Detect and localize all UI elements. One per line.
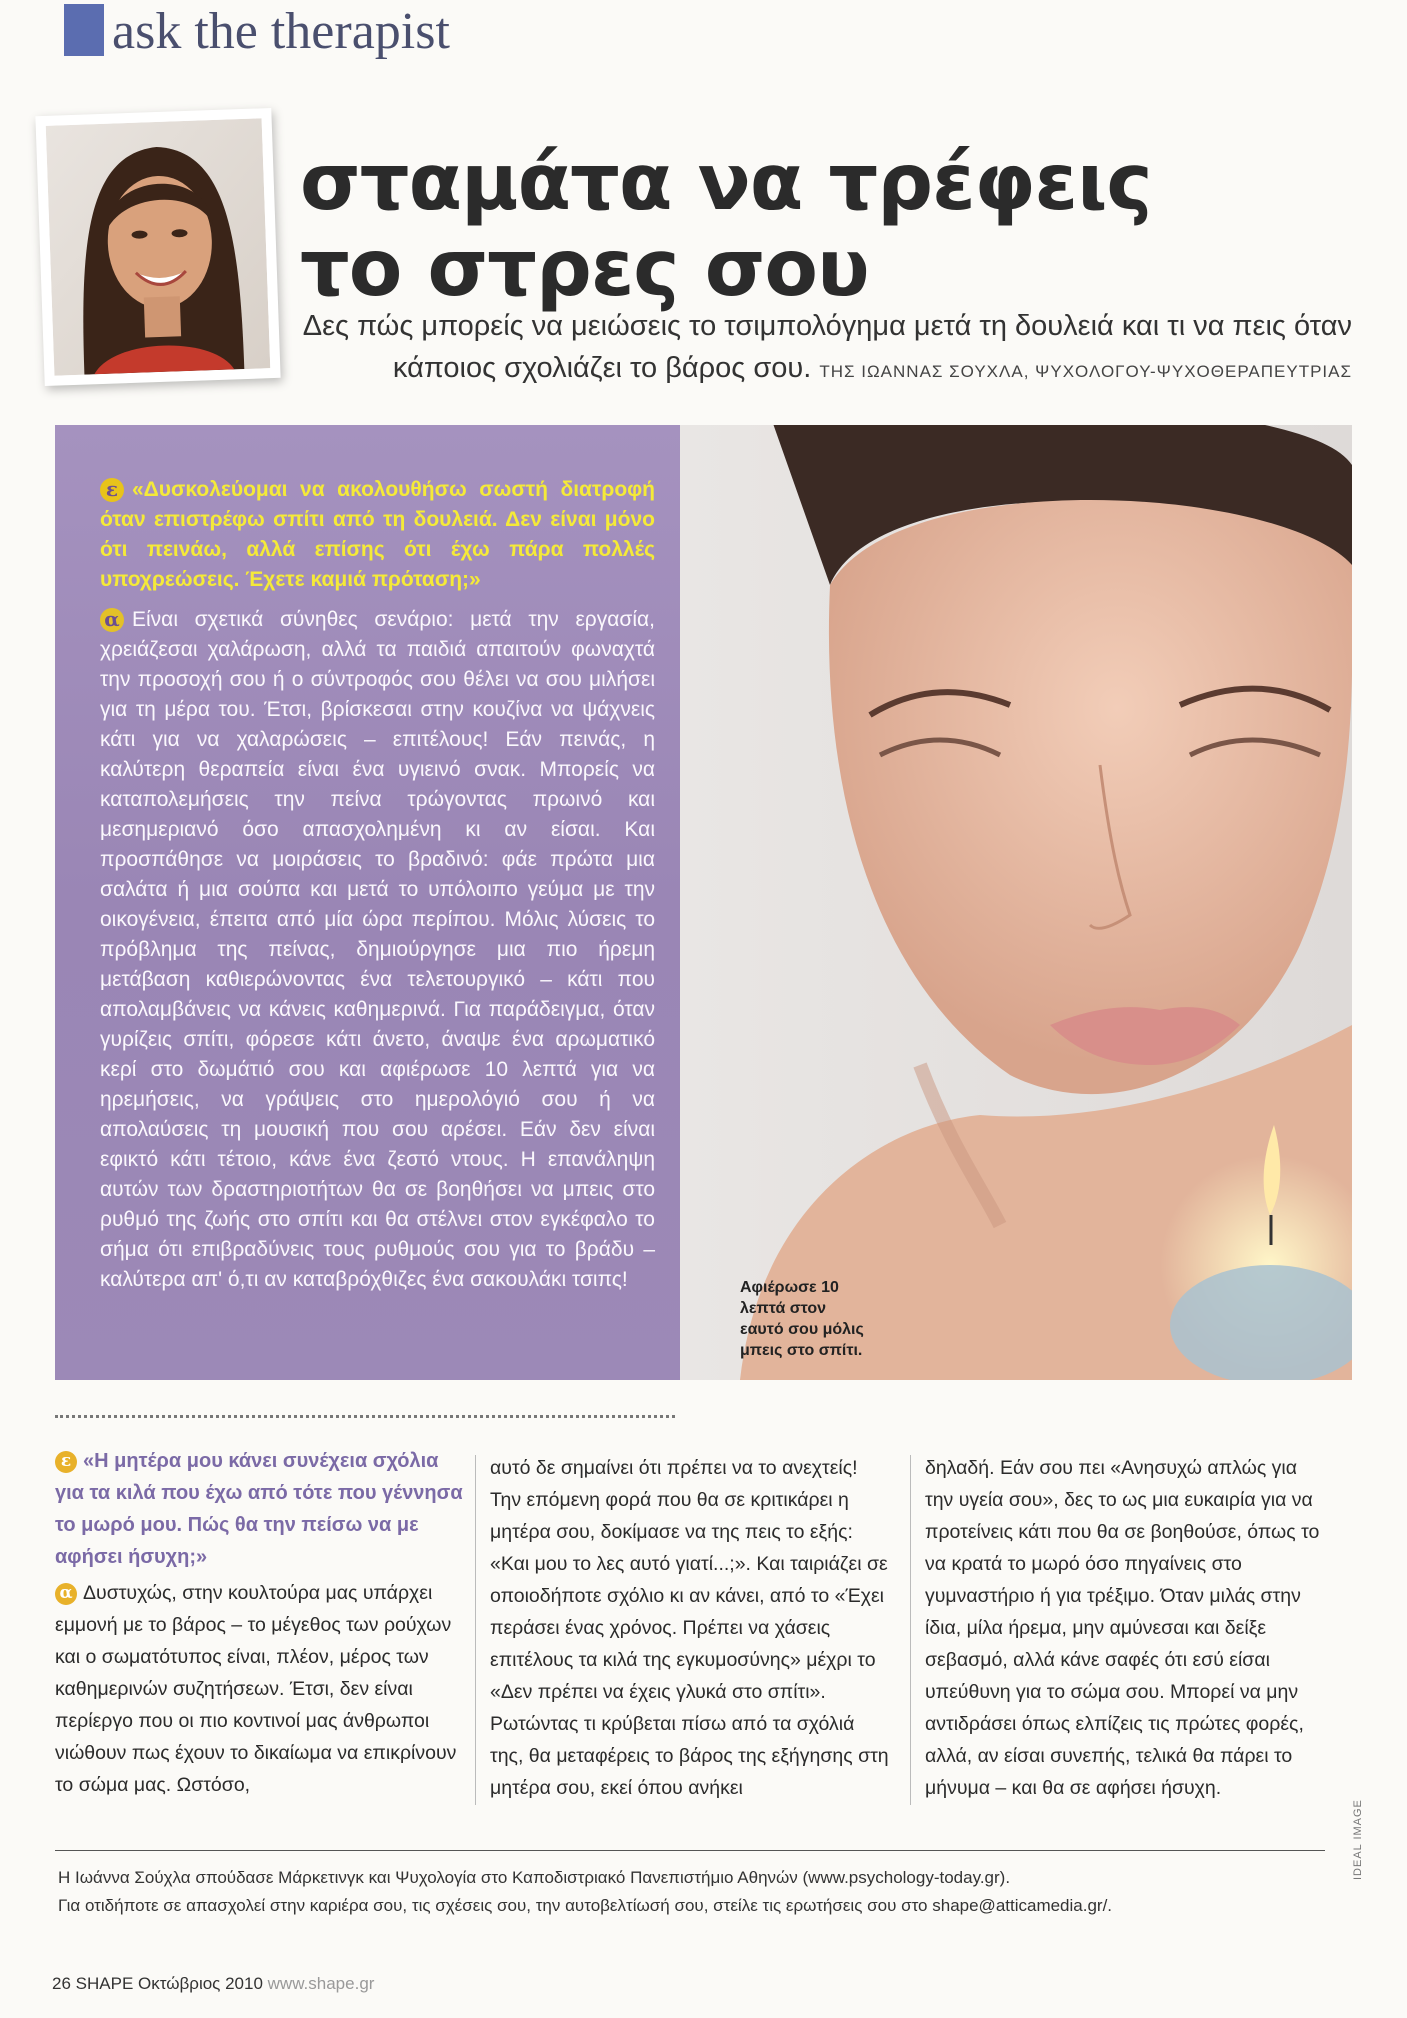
answer-marker-icon: α: [100, 608, 124, 632]
bio-divider: [55, 1850, 1325, 1851]
qa2-question-text: «Η μητέρα μου κάνει συνέχεια σχόλια για τα κιλά που έχω από τότε που γέννησα το μωρό μου. Πώς θα την πείσω να με αφήσει ήσυχη;»: [55, 1450, 463, 1568]
byline: ΤΗΣ ΙΩΑΝΝΑΣ ΣΟΥΧΛΑ, ΨΥΧΟΛΟΓΟΥ-ΨΥΧΟΘΕΡΑΠΕΥΤΡΙΑΣ: [819, 362, 1352, 381]
qa2-answer-start: [55, 1577, 465, 1801]
question-marker-icon: ε: [55, 1451, 77, 1473]
magazine-url: www.shape.gr: [267, 1974, 375, 1993]
section-divider: [55, 1415, 675, 1418]
answer-marker-icon: α: [55, 1583, 77, 1605]
qa2-column-1: [55, 1445, 465, 1801]
page-footer: [52, 1974, 374, 1994]
author-portrait: [35, 108, 280, 386]
subhead-line-1: Δες πώς μπορείς να μειώσεις το τσιμπολόγημα μετά τη δουλειά και τι να πεις όταν: [302, 310, 1352, 342]
subhead-text: κάποιος σχολιάζει το βάρος σου.: [392, 352, 812, 384]
bio-line-1: Η Ιωάννα Σούχλα σπούδασε Μάρκετινγκ και Ψυχολογία στο Καποδιστριακό Πανεπιστήμιο Αθηνών (www.psychology-today.gr).: [58, 1868, 1011, 1887]
qa2-question: [55, 1445, 465, 1573]
question-marker-icon: ε: [100, 478, 124, 502]
page-number: 26: [52, 1974, 71, 1993]
section-color-block: [64, 4, 104, 56]
photo-credit: IDEAL IMAGE: [1352, 1799, 1364, 1880]
subhead-line-2: [292, 347, 1352, 393]
headline: [300, 140, 1350, 312]
headline-line-1: σταμάτα να τρέφεις: [300, 138, 1152, 228]
qa2-answer-col2: αυτό δε σημαίνει ότι πρέπει να το ανεχτείς! Την επόμενη φορά που θα σε κριτικάρει η μητέρα σου, δοκίμασε να της πεις το εξής: «Και μου το λες αυτό γιατί...;». Και ταιριάζει σε οποιοδήποτε σχόλιο κι αν κάνει, από το «Έχει περάσει ένας χρόνος. Πρέπει να χάσεις επιτέλους τα κιλά της εγκυμοσύνης» μέχρι το «Δεν πρέπει να έχεις γλυκά στο σπίτι». Ρωτώντας τι κρύβεται πίσω από τα σχόλιά της, θα μεταφέρεις το βάρος της εξήγησης στη μητέρα σου, εκεί όπου ανήκει: [490, 1457, 889, 1799]
author-bio: [58, 1864, 1318, 1920]
qa2-answer-col3: δηλαδή. Εάν σου πει «Ανησυχώ απλώς για την υγεία σου», δες το ως μια ευκαιρία για να προτείνεις κάτι που θα σε βοηθούσε, όπως το να κρατά το μωρό όσο πηγαίνεις στο γυμναστήριο ή για τρέξιμο. Όταν μιλάς στην ίδια, μίλα ήρεμα, μην αμύνεσαι και δείξε σεβασμό, αλλά κάνε σαφές ότι εσύ είσαι υπεύθυνη για το σώμα σου. Μπορεί να μην αντιδράσει όπως ελπίζεις τις πρώτες φορές, αλλά, αν είσαι συνεπής, τελικά θα πάρει το μήνυμα – και θα σε αφήσει ήσυχη.: [925, 1457, 1320, 1799]
magazine-name: SHAPE: [75, 1974, 134, 1993]
section-title: ask the therapist: [112, 3, 450, 60]
headline-line-2: το στρες σου: [300, 224, 869, 314]
photo-caption: Αφιέρωσε 10 λεπτά στον εαυτό σου μόλις μπεις στο σπίτι.: [740, 1279, 864, 1359]
column-separator: [475, 1455, 476, 1805]
qa-panel-text: [100, 475, 655, 1295]
woman-candle-photo: [680, 425, 1352, 1380]
bio-line-2: Για οτιδήποτε σε απασχολεί στην καριέρα σου, τις σχέσεις σου, την αυτοβελτίωσή σου, στείλε τις ερωτήσεις σου στο shape@atticamedia.gr/.: [58, 1896, 1113, 1915]
portrait-image: [46, 118, 271, 375]
subhead: [292, 305, 1352, 393]
column-separator: [910, 1455, 911, 1805]
qa1-answer: [100, 605, 655, 1295]
qa2-answer-col1: Δυστυχώς, στην κουλτούρα μας υπάρχει εμμονή με το βάρος – το μέγεθος των ρούχων και ο σωματότυπος είναι, πλέον, μέρος των καθημερινών συζητήσεων. Έτσι, δεν είναι περίεργο που οι πιο κοντινοί μας άνθρωποι νιώθουν πως έχουν το δικαίωμα να επικρίνουν το σώμα μας. Ωστόσο,: [55, 1582, 457, 1796]
issue-date: Οκτώβριος 2010: [138, 1974, 263, 1993]
qa2-column-3: [925, 1452, 1325, 1804]
qa2-column-2: [490, 1452, 890, 1804]
qa1-question-text: «Δυσκολεύομαι να ακολουθήσω σωστή διατροφή όταν επιστρέφω σπίτι από τη δουλειά. Δεν είναι μόνο ότι πεινάω, αλλά επίσης ότι έχω πάρα πολλές υποχρεώσεις. Έχετε καμιά πρόταση;»: [100, 478, 655, 591]
qa1-answer-text: Είναι σχετικά σύνηθες σενάριο: μετά την εργασία, χρειάζεσαι χαλάρωση, αλλά τα παιδιά απαιτούν φωναχτά την προσοχή σου ή ο σύντροφός σου θέλει να σου μιλήσει για τη μέρα του. Έτσι, βρίσκεσαι στην κουζίνα να ψάχνεις κάτι για να χαλαρώσεις – επιτέλους! Εάν πεινάς, η καλύτερη θεραπεία είναι ένα υγιεινό σνακ. Μπορείς να καταπολεμήσεις την πείνα τρώγοντας πρωινό και μεσημεριανό όσο απασχολημένη κι αν είσαι. Και προσπάθησε να μοιράσεις το βραδινό: φάε πρώτα μια σαλάτα ή μια σούπα και μετά το υπόλοιπο γεύμα με την οικογένεια, έπειτα από μία ώρα περίπου. Μόλις λύσεις το πρόβλημα της πείνας, δημιούργησε μια πιο ήρεμη μετάβαση καθιερώνοντας ένα τελετουργικό – κάτι που απολαμβάνεις να κάνεις καθημερινά. Για παράδειγμα, όταν γυρίζεις σπίτι, φόρεσε κάτι άνετο, άναψε ένα αρωματικό κερί στο δωμάτιό σου και αφιέρωσε 10 λεπτά για να ηρεμήσεις, να γράψεις στο ημερολόγιό σου ή να απολαύσεις τη μουσική που σου αρέσει. Εάν δεν είναι εφικτό κάτι τέτοιο, κάνε ένα ζεστό ντους. Η επανάληψη αυτών των δραστηριοτήτων θα σε βοηθήσει να μπεις στο ρυθμό της ζωής στο σπίτι και θα στέλνει στον εγκέφαλο το σήμα ότι επιβραδύνεις τους ρυθμούς σου για το βράδυ – καλύτερα απ' ό,τι αν καταβρόχθιζες ένα σακουλάκι τσιπς!: [100, 608, 655, 1291]
qa1-question: [100, 475, 655, 595]
photo-illustration: [680, 425, 1352, 1380]
